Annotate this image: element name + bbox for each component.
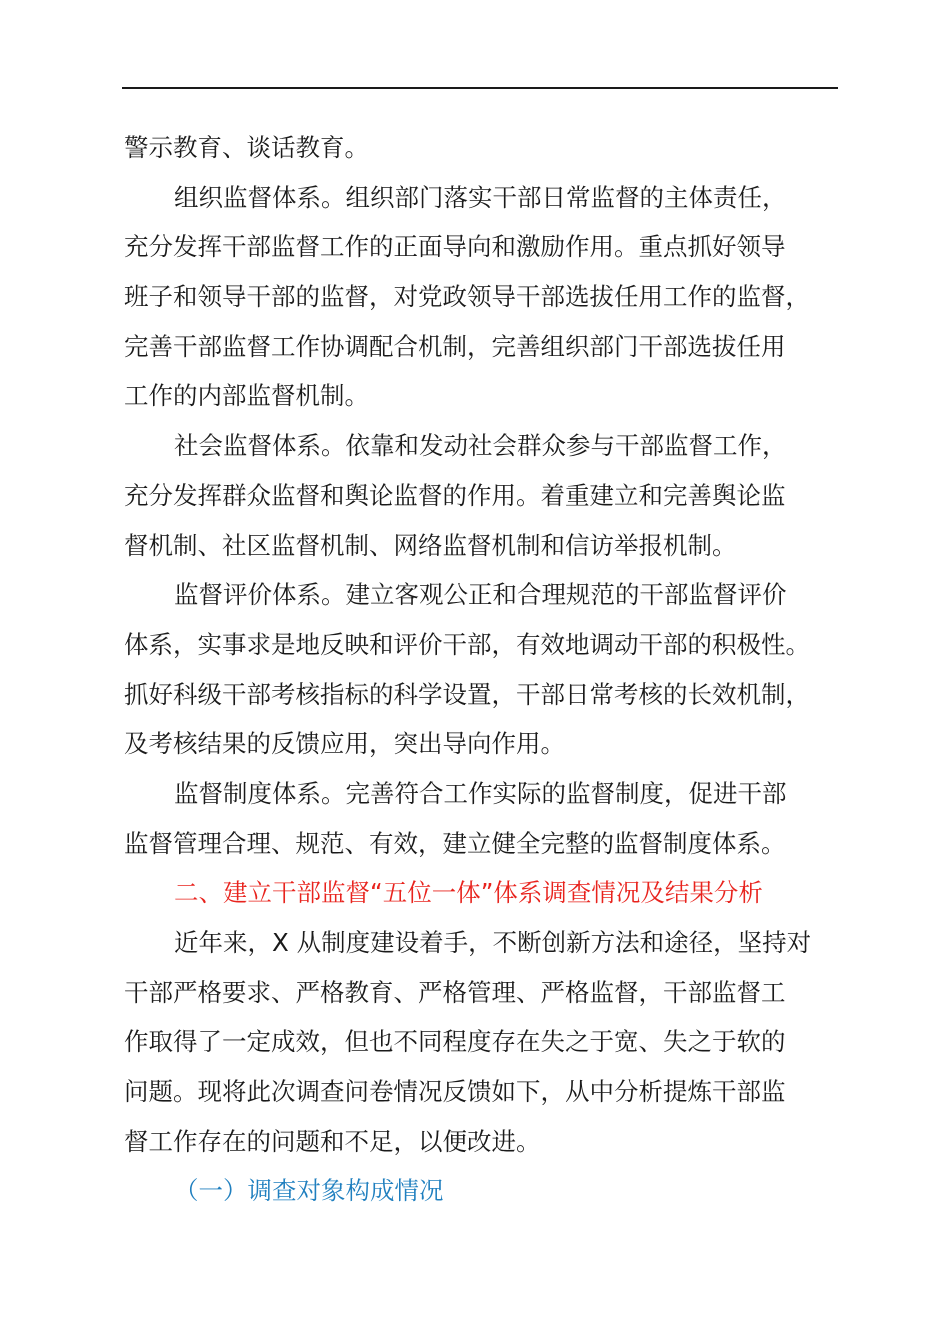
paragraph-line: 及考核结果的反馈应用，突出导向作用。: [124, 729, 565, 759]
document-body: [124, 123, 862, 1216]
paragraph-line: 问题。现将此次调查问卷情况反馈如下，从中分析提炼干部监: [124, 1077, 786, 1107]
paragraph-line: 监督管理合理、规范、有效，建立健全完整的监督制度体系。: [124, 828, 786, 858]
paragraph-line: 工作的内部监督机制。: [124, 381, 369, 411]
header-rule: [122, 87, 838, 89]
paragraph-line: 近年来，X 从制度建设着手，不断创新方法和途径，坚持对: [174, 928, 812, 957]
paragraph-line: 完善干部监督工作协调配合机制，完善组织部门干部选拔任用: [124, 331, 786, 361]
paragraph-line: 社会监督体系。依靠和发动社会群众参与干部监督工作，: [174, 431, 787, 461]
paragraph-line: 监督制度体系。完善符合工作实际的监督制度，促进干部: [174, 778, 787, 808]
paragraph-line: 干部严格要求、严格教育、严格管理、严格监督，干部监督工: [124, 977, 786, 1007]
paragraph-line: 班子和领导干部的监督，对党政领导干部选拔任用工作的监督，: [124, 282, 810, 312]
section-heading: 二、建立干部监督“五位一体”体系调查情况及结果分析: [174, 878, 763, 908]
paragraph-line: 组织监督体系。组织部门落实干部日常监督的主体责任，: [174, 182, 787, 212]
paragraph-line: 充分发挥干部监督工作的正面导向和激励作用。重点抓好领导: [124, 232, 786, 262]
paragraph-line: 警示教育、谈话教育。: [124, 133, 369, 162]
paragraph-line: 充分发挥群众监督和舆论监督的作用。着重建立和完善舆论监: [124, 480, 786, 510]
paragraph-line: 体系，实事求是地反映和评价干部，有效地调动干部的积极性。: [124, 629, 810, 659]
paragraph-line: 督机制、社区监督机制、网络监督机制和信访举报机制。: [124, 530, 737, 560]
paragraph-line: 督工作存在的问题和不足，以便改进。: [124, 1126, 541, 1156]
paragraph-line: 抓好科级干部考核指标的科学设置，干部日常考核的长效机制，: [124, 679, 810, 709]
subsection-heading: （一）调查对象构成情况: [174, 1176, 444, 1206]
paragraph-line: 作取得了一定成效，但也不同程度存在失之于宽、失之于软的: [124, 1027, 786, 1057]
paragraph-line: 监督评价体系。建立客观公正和合理规范的干部监督评价: [174, 580, 787, 610]
